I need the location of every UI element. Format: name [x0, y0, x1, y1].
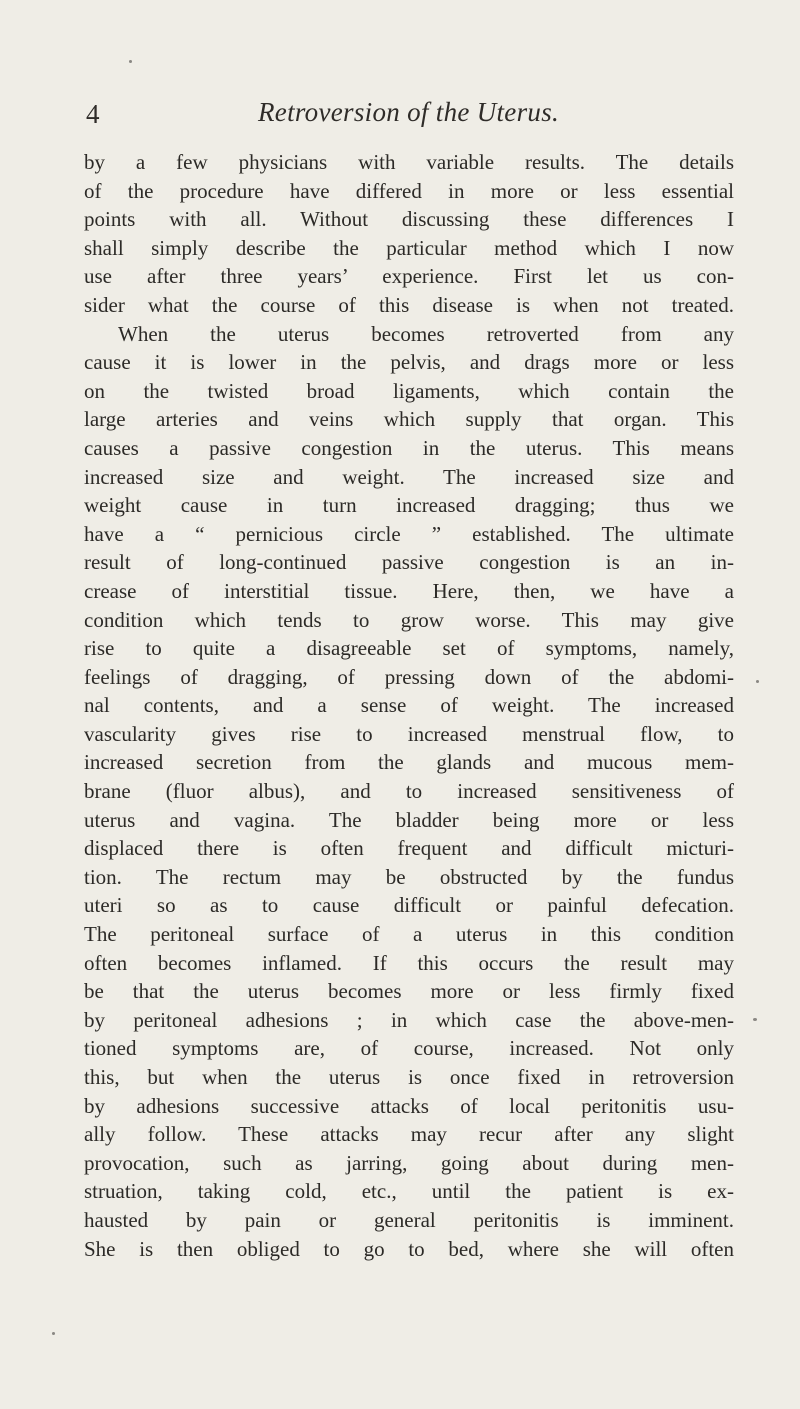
- text-line: often becomes inflamed. If this occurs the result may: [84, 950, 734, 975]
- text-line: rise to quite a disagreeable set of symptoms, namely,: [84, 636, 734, 661]
- text-line: brane (fluor albus), and to increased sensitiveness of: [84, 779, 734, 804]
- text-line: large arteries and veins which supply that organ. This: [84, 407, 734, 432]
- text-line: result of long-continued passive congestion is an in-: [84, 550, 734, 575]
- body-text: [84, 148, 734, 1263]
- text-line: points with all. Without discussing these differences I: [84, 207, 734, 232]
- text-line: tion. The rectum may be obstructed by the fundus: [84, 864, 734, 889]
- text-line: by peritoneal adhesions ; in which case the above-men-: [84, 1007, 734, 1032]
- paper-speck: [756, 680, 759, 683]
- text-line: crease of interstitial tissue. Here, then, we have a: [84, 578, 734, 603]
- text-line: struation, taking cold, etc., until the patient is ex-: [84, 1179, 734, 1204]
- paper-speck: [129, 60, 132, 63]
- text-line: ally follow. These attacks may recur after any slight: [84, 1122, 734, 1147]
- text-line: of the procedure have differed in more or less essential: [84, 178, 734, 203]
- text-line: increased secretion from the glands and mucous mem-: [84, 750, 734, 775]
- text-line: feelings of dragging, of pressing down of the abdomi-: [84, 664, 734, 689]
- text-line: increased size and weight. The increased size and: [84, 464, 734, 489]
- text-line: vascularity gives rise to increased menstrual flow, to: [84, 721, 734, 746]
- paper-speck: [52, 1332, 55, 1335]
- text-line: uterus and vagina. The bladder being more or less: [84, 807, 734, 832]
- text-line: sider what the course of this disease is when not treated.: [84, 292, 734, 317]
- text-line: causes a passive congestion in the uterus. This means: [84, 435, 734, 460]
- text-line: have a “ pernicious circle ” established. The ultimate: [84, 521, 734, 546]
- paper-speck: [753, 1018, 757, 1021]
- text-line: hausted by pain or general peritonitis is imminent.: [84, 1207, 734, 1232]
- text-line: be that the uterus becomes more or less firmly fixed: [84, 979, 734, 1004]
- text-line: use after three years’ experience. First let us con-: [84, 264, 734, 289]
- text-line: by a few physicians with variable results. The details: [84, 150, 734, 174]
- text-line: by adhesions successive attacks of local peritonitis usu-: [84, 1093, 734, 1118]
- text-line: condition which tends to grow worse. This may give: [84, 607, 734, 632]
- text-line: When the uterus becomes retroverted from any: [118, 321, 734, 346]
- text-line: displaced there is often frequent and difficult micturi-: [84, 836, 734, 861]
- text-line: shall simply describe the particular method which I now: [84, 235, 734, 260]
- text-line: cause it is lower in the pelvis, and drags more or less: [84, 350, 734, 375]
- page-number: 4: [86, 99, 100, 129]
- text-line: provocation, such as jarring, going about during men-: [84, 1150, 734, 1175]
- text-line: weight cause in turn increased dragging; thus we: [84, 493, 734, 518]
- text-line: on the twisted broad ligaments, which contain the: [84, 378, 734, 403]
- text-line: tioned symptoms are, of course, increased. Not only: [84, 1036, 734, 1061]
- text-line: this, but when the uterus is once fixed in retroversion: [84, 1065, 734, 1089]
- text-line: nal contents, and a sense of weight. The increased: [84, 693, 734, 718]
- text-line: uteri so as to cause difficult or painful defecation.: [84, 893, 734, 918]
- text-line: She is then obliged to go to bed, where she will often: [84, 1236, 734, 1261]
- text-line: The peritoneal surface of a uterus in this condition: [84, 922, 734, 947]
- running-title: Retroversion of the Uterus.: [258, 97, 560, 127]
